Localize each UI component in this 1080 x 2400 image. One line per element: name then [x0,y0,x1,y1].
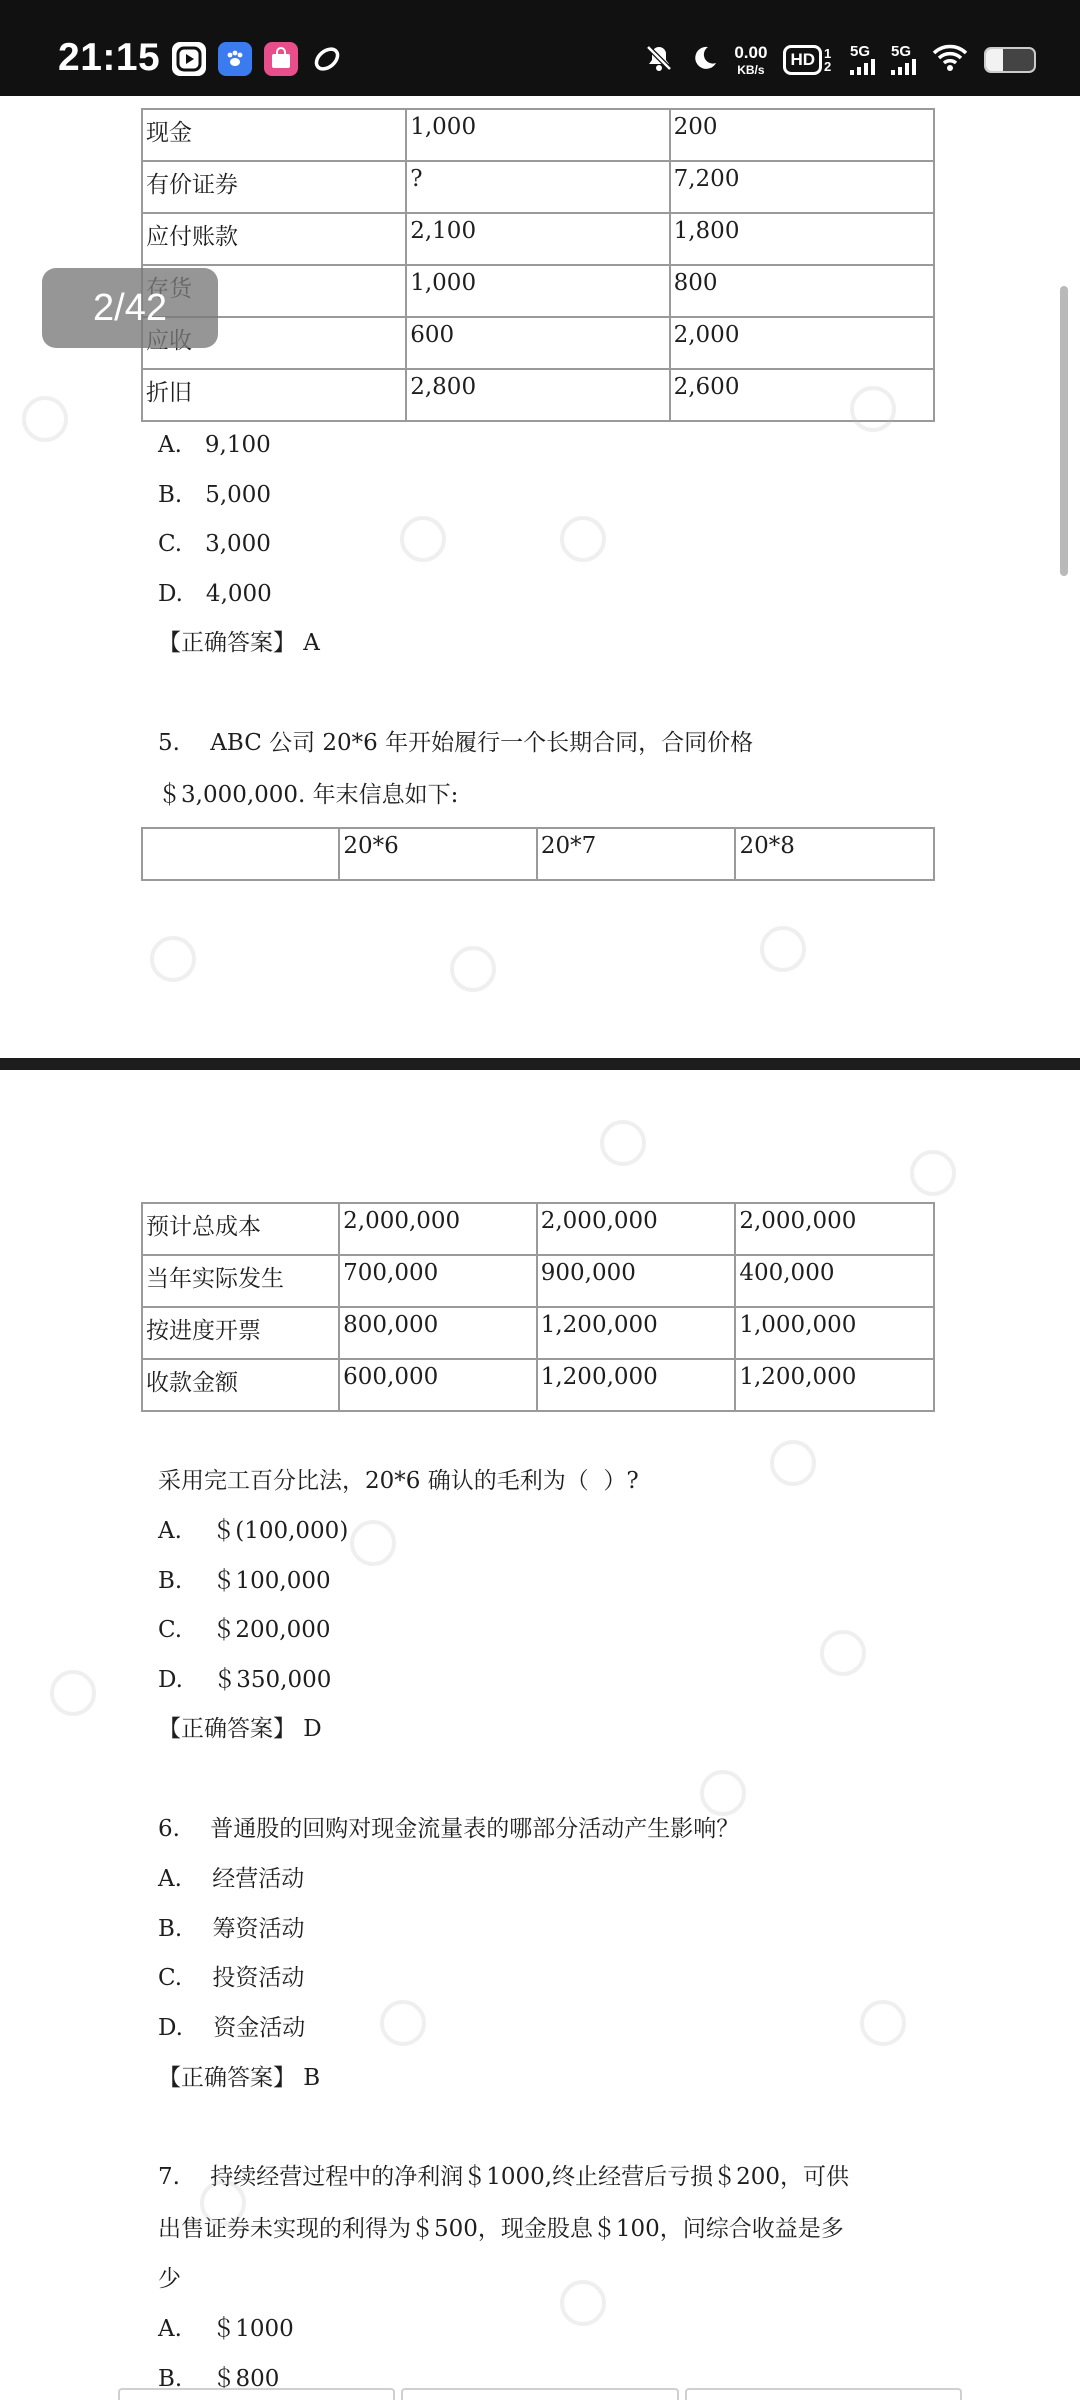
sim2-signal: 5G [891,45,916,75]
table-cell: 2,600 [670,369,934,421]
contract-years-header-table [141,827,935,881]
table-cell: 2,000 [670,317,934,369]
watermark-logo [760,926,806,972]
table-row [142,1203,934,1255]
table-cell: 1,000,000 [735,1307,934,1359]
table-cell: 600 [406,317,669,369]
q6-option-b: B. 筹资活动 [158,1916,305,1942]
table-header-cell: 20*7 [537,828,736,880]
table-cell: 当年实际发生 [142,1255,339,1307]
table-row [142,109,934,161]
table-cell: 应付账款 [142,213,406,265]
q5-answer: 【正确答案】 D [158,1716,322,1742]
table-cell: 有价证券 [142,161,406,213]
q6-option-a: A. 经营活动 [158,1866,305,1892]
table-cell: 1,800 [670,213,934,265]
q7-option-a: A. ＄1000 [158,2316,294,2342]
app-link-icon [310,42,344,76]
contract-info-table [141,1202,935,1412]
table-cell: 7,200 [670,161,934,213]
app-play-icon [172,42,206,76]
table-cell: 600,000 [339,1359,537,1411]
q4-option-a: A. 9,100 [158,432,271,458]
table-cell: 2,800 [406,369,669,421]
watermark-logo [850,386,896,432]
system-icons [644,38,1036,82]
table-row [142,213,934,265]
table-row [142,1359,934,1411]
table-row [142,828,934,880]
scrollbar-thumb[interactable] [1060,286,1068,576]
table-cell: 按进度开票 [142,1307,339,1359]
document-page[interactable] [0,1070,1080,2400]
sim1-signal: 5G [850,45,875,75]
table-cell: 400,000 [735,1255,934,1307]
q5-question: 采用完工百分比法，20*6 确认的毛利为（ ）? [158,1468,639,1494]
table-row [142,1307,934,1359]
table-cell: 折旧 [142,369,406,421]
table-cell: 2,000,000 [339,1203,537,1255]
watermark-logo [770,1440,816,1486]
cash-flow-table [141,108,935,422]
table-cell: 800 [670,265,934,317]
table-row [142,265,934,317]
q4-answer: 【正确答案】 A [158,630,320,656]
table-cell: 1,000 [406,265,669,317]
watermark-logo [400,516,446,562]
table-header-cell: 20*8 [735,828,934,880]
table-cell: 1,000 [406,109,669,161]
watermark-logo [450,946,496,992]
table-cell: 收款金额 [142,1359,339,1411]
watermark-logo [560,2280,606,2326]
watermark-logo [910,1150,956,1196]
watermark-logo [820,1630,866,1676]
watermark-logo [50,1670,96,1716]
network-speed: 0.00 KB/s [734,43,768,77]
watermark-logo [150,936,196,982]
q7-option-b: B. ＄800 [158,2366,280,2392]
table-cell: 2,000,000 [537,1203,736,1255]
page-indicator: 2/42 [42,268,218,348]
bottom-toolbar-edge [118,2388,962,2400]
table-row [142,317,934,369]
table-cell: 700,000 [339,1255,537,1307]
q6-question: 6. 普通股的回购对现金流量表的哪部分活动产生影响？ [158,1816,740,1842]
table-row [142,1255,934,1307]
wifi-icon [932,43,968,78]
q5-text-line1: 5. ABC 公司 20*6 年开始履行一个长期合同，合同价格 [158,730,754,756]
q5-option-d: D. ＄350,000 [158,1667,332,1693]
watermark-logo [22,396,68,442]
q7-text-line2: 出售证券未实现的利得为＄500，现金股息＄100，问综合收益是多 [158,2216,844,2242]
q5-text-line2: ＄3,000,000. 年末信息如下: [158,782,459,808]
q6-option-c: C. 投资活动 [158,1965,305,1991]
q6-answer: 【正确答案】 B [158,2065,321,2091]
watermark-logo [200,2180,246,2226]
table-cell: 预计总成本 [142,1203,339,1255]
battery-icon [984,47,1036,73]
table-cell: 900,000 [537,1255,736,1307]
q5-option-c: C. ＄200,000 [158,1617,331,1643]
moon-icon [690,44,718,77]
document-page[interactable] [0,96,1080,1058]
watermark-logo [860,2000,906,2046]
table-row [142,161,934,213]
table-cell: 800,000 [339,1307,537,1359]
table-cell: ? [406,161,669,213]
q4-option-b: B. 5,000 [158,482,272,508]
q5-option-a: A. ＄(100,000) [158,1518,349,1544]
notification-icons [172,42,344,76]
table-cell: 200 [670,109,934,161]
mute-icon [644,43,674,78]
app-paw-icon [218,42,252,76]
table-cell: 现金 [142,109,406,161]
q4-option-c: C. 3,000 [158,531,271,557]
table-header-cell: 20*6 [339,828,537,880]
q7-text-line3: 少 [158,2266,181,2292]
table-cell: 2,000,000 [735,1203,934,1255]
table-cell: 1,200,000 [537,1307,736,1359]
table-cell: 1,200,000 [537,1359,736,1411]
status-bar [0,0,1080,96]
page-separator [0,1058,1080,1070]
table-header-cell [142,828,339,880]
watermark-logo [350,1520,396,1566]
q4-option-d: D. 4,000 [158,581,272,607]
clock: 21:15 [58,36,161,79]
watermark-logo [560,516,606,562]
table-row [142,369,934,421]
table-cell: 2,100 [406,213,669,265]
q5-option-b: B. ＄100,000 [158,1568,331,1594]
hd-indicator: HD 1 2 [783,45,834,75]
watermark-logo [700,1770,746,1816]
app-mall-icon [264,42,298,76]
q6-option-d: D. 资金活动 [158,2015,306,2041]
watermark-logo [380,2000,426,2046]
table-cell: 1,200,000 [735,1359,934,1411]
q7-text-line1: 7. 持续经营过程中的净利润＄1000,终止经营后亏损＄200，可供 [158,2164,849,2190]
watermark-logo [600,1120,646,1166]
